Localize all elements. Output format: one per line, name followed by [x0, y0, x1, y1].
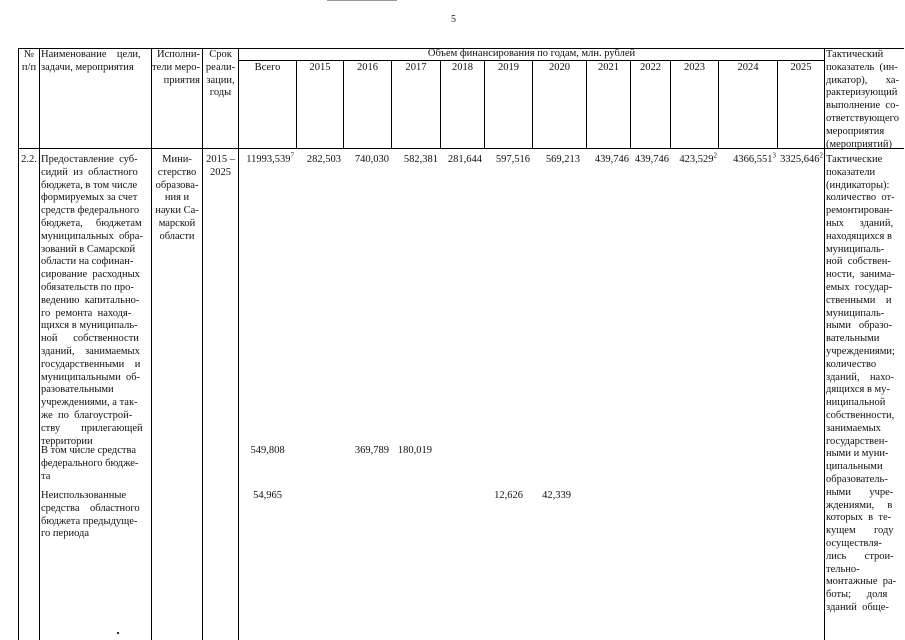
row-unused-2020: 42,339 — [542, 490, 571, 501]
row-unused-2019: 12,626 — [494, 490, 523, 501]
row-main-2024: 4366,551$^3$ — [733, 151, 776, 165]
row-main-2015: 282,503 — [306, 154, 341, 165]
header-year-2023: 2023 — [684, 62, 705, 73]
row-federal-2016: 369,789 — [354, 445, 389, 456]
header-year-2022: 2022 — [640, 62, 661, 73]
row-federal-total: 549,808 — [250, 445, 285, 456]
header-year-2021: 2021 — [598, 62, 619, 73]
row-unused-total: 54,965 — [253, 490, 282, 501]
page-number: 5 — [451, 14, 456, 25]
header-total: Всего — [254, 62, 281, 73]
header-term: Срок реали- зации, годы — [205, 49, 236, 99]
header-year-2024: 2024 — [737, 62, 759, 73]
row-main-2016: 740,030 — [354, 154, 389, 165]
header-name: Наименование цели, задачи, мероприятия — [41, 49, 141, 73]
row-main-2017: 582,381 — [403, 154, 438, 165]
header-indicator: Тактический показатель (ин- дикатор), ха- рактеризующий выполнение со- ответствующего мероприятия (мероприятий) — [826, 49, 900, 150]
row-main-executor: Мини- стерство образова- ния и науки Са- марской области — [155, 154, 199, 242]
header-funding-title: Объем финансирования по годам, млн. рублей — [427, 48, 636, 59]
header-year-2017: 2017 — [405, 62, 427, 73]
header-year-2019: 2019 — [498, 62, 519, 73]
header-year-2018: 2018 — [452, 62, 473, 73]
top-rule — [327, 0, 397, 1]
col-line-4 — [238, 48, 239, 640]
col-line-3 — [202, 48, 203, 640]
col-line-1 — [39, 48, 40, 640]
row-main-2019: 597,516 — [495, 154, 530, 165]
row-main-name: Предоставление суб- сидий из областного бюджета, в том числе формируемых за счет средств федерального бюджета, бюджетам муниципальных обра- зований в Самарской области на софинан- сирование расходных обязательств по про- ведению капитально- го ремонта находя- щихся в муниципаль- ной собственности зданий, занимаемых государственными и муниципальными об- разовательными учреждениями, а так- же по благоустрой- ству прилегающей территории — [41, 154, 143, 447]
header-no: № п/п — [21, 49, 37, 73]
row-federal-2017: 180,019 — [397, 445, 432, 456]
header-year-2025: 2025 — [790, 62, 812, 73]
header-executor: Исполни- тели меро- приятия — [152, 49, 201, 86]
row-main-2021: 439,746 — [594, 154, 629, 165]
scan-speck — [117, 632, 119, 634]
col-line-2 — [151, 48, 152, 640]
col-line-16 — [824, 48, 825, 640]
row-main-2018: 281,644 — [447, 154, 482, 165]
header-year-2020: 2020 — [549, 62, 570, 73]
header-year-2015: 2015 — [309, 62, 331, 73]
row-main-2023: 423,529$^2$ — [679, 151, 717, 165]
row-main-indicator: Тактические показатели (индикаторы): количество от- ремонтирован- ных зданий, находящихся в муниципаль- ной собствен- ности, занима- емых государ- ственными и муниципаль- ными образо- вательными учреждениями; количество зданий, нахо- дящихся в му- ниципальной собственности, занимаемых государствен- ными и муни- ципальными образователь- ными учре- ждениями, в которых в те- кущем году осуществля- лись строи- тельно- монтажные ра- боты; доля зданий обще- — [826, 154, 897, 613]
row-federal-name: В том числе средства федерального бюдже- та — [41, 445, 139, 482]
row-main-term: 2015 – 2025 — [206, 154, 235, 178]
row-unused-name: Неиспользованные средства областного бюджета предыдуще- го периода — [41, 490, 140, 540]
row-main-2020: 569,213 — [545, 154, 580, 165]
row-main-2022: 439,746 — [634, 154, 669, 165]
row-number: 2.2. — [21, 154, 37, 165]
row-main-total: 11993,539$^7$ — [246, 151, 294, 165]
row-main-2025: 3325,646$^2$ — [780, 151, 823, 165]
header-year-2016: 2016 — [357, 62, 378, 73]
